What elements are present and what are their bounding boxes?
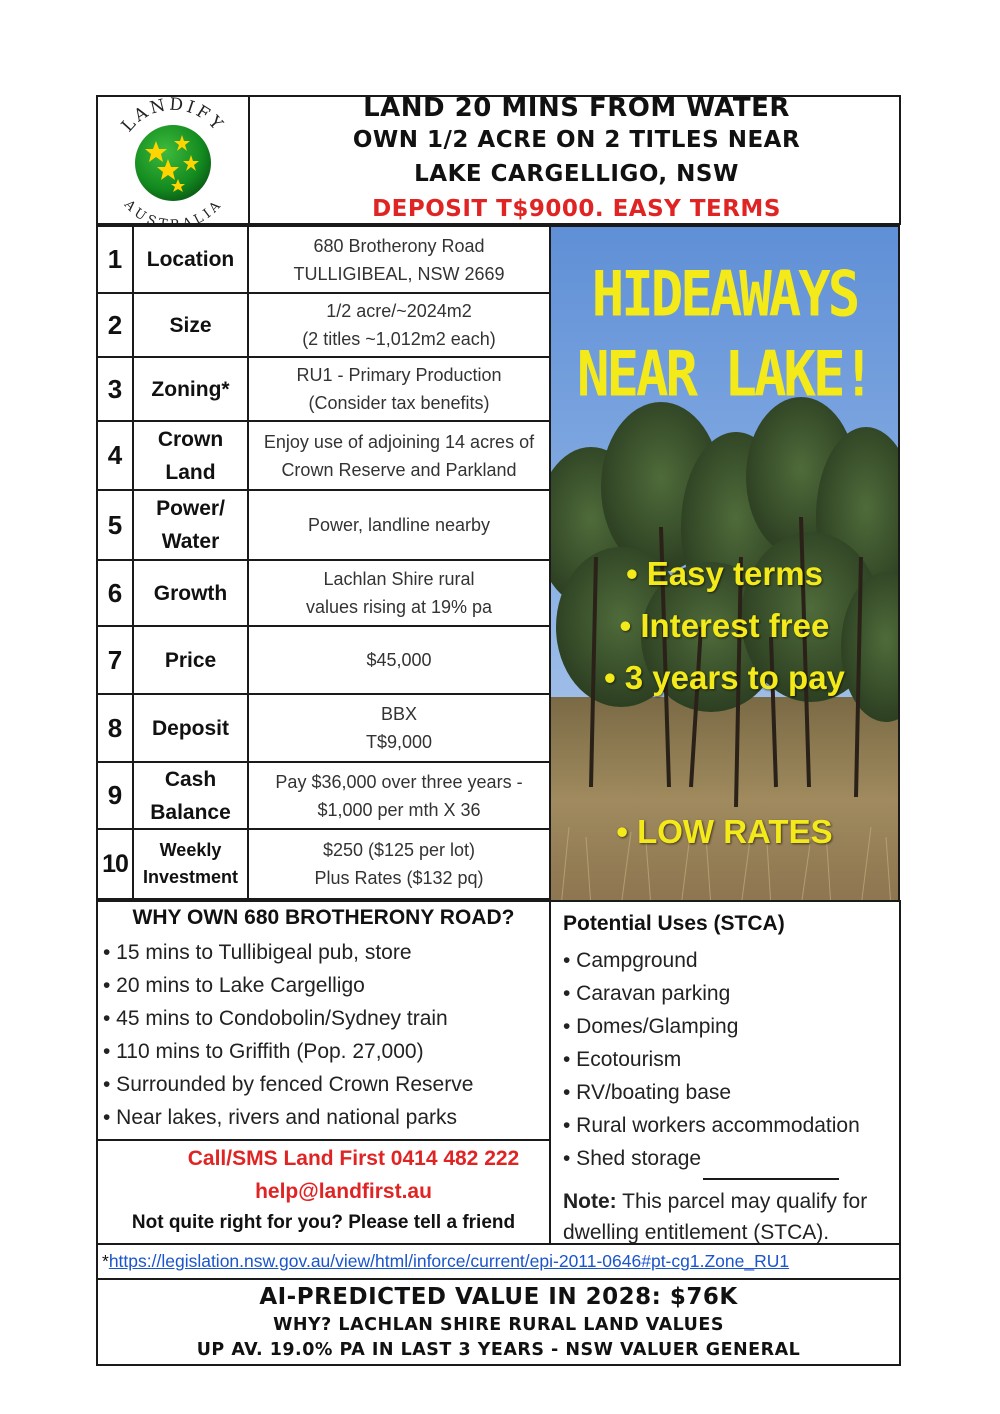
why-own-section: [96, 900, 551, 1141]
why-list-item: • Near lakes, rivers and national parks: [103, 1106, 458, 1129]
uses-list-item: • Rural workers accommodation: [563, 1114, 860, 1137]
row-label: Growth: [132, 559, 249, 627]
row-value: Pay $36,000 over three years - $1,000 per mth X 36: [247, 761, 551, 830]
row-label: Zoning*: [132, 356, 249, 422]
row-number: 10: [96, 828, 134, 900]
title-line-4: DEPOSIT T$9000. EASY TERMS: [372, 196, 781, 222]
uses-heading: Potential Uses (STCA): [563, 912, 785, 935]
why-list: [103, 936, 473, 1134]
note-label: Note:: [563, 1190, 617, 1213]
row-label: Size: [132, 292, 249, 358]
info-row-3: [96, 356, 551, 422]
ai-prediction-section: [96, 1278, 901, 1366]
row-number: 8: [96, 693, 134, 763]
contact-phone[interactable]: Call/SMS Land First 0414 482 222: [187, 1147, 520, 1170]
info-row-7: [96, 625, 551, 695]
row-value: $45,000: [247, 625, 551, 695]
why-list-item: • Surrounded by fenced Crown Reserve: [103, 1073, 474, 1096]
uses-list-item: • RV/boating base: [563, 1081, 732, 1104]
info-row-10: [96, 828, 551, 900]
contact-tagline: Not quite right for you? Please tell a friend: [131, 1212, 516, 1233]
bullet-3-years: • 3 years to pay: [604, 659, 845, 696]
row-value: 1/2 acre/~2024m2 (2 titles ~1,012m2 each): [247, 292, 551, 358]
why-list-item: • 110 mins to Griffith (Pop. 27,000): [103, 1040, 424, 1063]
row-number: 3: [96, 356, 134, 422]
row-label: Deposit: [132, 693, 249, 763]
bullet-easy-terms: • Easy terms: [626, 555, 823, 592]
why-heading: WHY OWN 680 BROTHERONY ROAD?: [132, 906, 515, 929]
bullet-interest-free: • Interest free: [619, 607, 830, 644]
title-cell: [248, 95, 901, 225]
row-value: Power, landline nearby: [247, 489, 551, 561]
note-body: This parcel may qualify for dwelling entitlement (STCA).: [563, 1190, 868, 1244]
potential-uses-section: [549, 900, 901, 1245]
info-row-8: [96, 693, 551, 763]
row-label: Location: [132, 225, 249, 294]
footnote-section: [96, 1243, 901, 1280]
valuer-general-line: UP AV. 19.0% PA IN LAST 3 YEARS - NSW VALUER GENERAL: [196, 1340, 801, 1360]
why-list-item: • 20 mins to Lake Cargelligo: [103, 974, 365, 997]
uses-list-item: • Ecotourism: [563, 1048, 682, 1071]
row-value: $250 ($125 per lot) Plus Rates ($132 pq): [247, 828, 551, 900]
row-label: Crown Land: [132, 420, 249, 491]
info-row-2: [96, 292, 551, 358]
info-row-9: [96, 761, 551, 830]
row-number: 1: [96, 225, 134, 294]
logo-cell: [96, 95, 250, 225]
info-row-5: [96, 489, 551, 561]
info-row-1: [96, 225, 551, 294]
bullet-low-rates: • LOW RATES: [616, 813, 833, 850]
uses-list-item: • Shed storage: [563, 1147, 702, 1170]
globe-icon: [135, 125, 211, 201]
divider: [703, 1178, 839, 1180]
contact-section: [96, 1139, 551, 1245]
uses-list-item: • Campground: [563, 949, 698, 972]
title-line-1: LAND 20 MINS FROM WATER: [363, 93, 790, 123]
row-label: Weekly Investment: [132, 828, 249, 900]
row-number: 2: [96, 292, 134, 358]
row-number: 7: [96, 625, 134, 695]
headline-hideaways: HIDEAWAYS: [591, 258, 858, 331]
row-value: 680 Brotherony Road TULLIGIBEAL, NSW 2669: [247, 225, 551, 294]
why-values-line: WHY? LACHLAN SHIRE RURAL LAND VALUES: [273, 1315, 724, 1335]
row-value: Enjoy use of adjoining 14 acres of Crown Reserve and Parkland: [247, 420, 551, 491]
headline-near-lake: NEAR LAKE!: [576, 338, 873, 411]
title-line-3: LAKE CARGELLIGO, NSW: [414, 161, 739, 187]
row-label: Power/ Water: [132, 489, 249, 561]
footnote-asterisk: *: [102, 1251, 109, 1271]
info-row-4: [96, 420, 551, 491]
ai-predicted-value: AI-PREDICTED VALUE IN 2028: $76K: [259, 1284, 738, 1310]
row-label: Cash Balance: [132, 761, 249, 830]
title-line-2: OWN 1/2 ACRE ON 2 TITLES NEAR: [352, 127, 801, 153]
row-value: Lachlan Shire rural values rising at 19% pa: [247, 559, 551, 627]
info-row-6: [96, 559, 551, 627]
why-list-item: • 45 mins to Condobolin/Sydney train: [103, 1007, 448, 1030]
logo-text-bottom: AUS LIA: [120, 197, 226, 223]
logo-text-top: LANDIFY: [117, 97, 229, 137]
uses-list: [563, 944, 860, 1175]
legislation-link[interactable]: https://legislation.nsw.gov.au/view/html/inforce/current/epi-2011-0646#pt-cg1.Zone_RU1: [108, 1251, 790, 1271]
contact-email[interactable]: help@landfirst.au: [255, 1180, 432, 1203]
why-list-item: • 15 mins to Tullibigeal pub, store: [103, 941, 412, 964]
row-value: BBX T$9,000: [247, 693, 551, 763]
landify-logo: [98, 97, 248, 223]
note-text: [563, 1186, 893, 1248]
row-number: 5: [96, 489, 134, 561]
uses-list-item: • Domes/Glamping: [563, 1015, 739, 1038]
row-number: 9: [96, 761, 134, 830]
row-number: 4: [96, 420, 134, 491]
row-label: Price: [132, 625, 249, 695]
row-value: RU1 - Primary Production (Consider tax benefits): [247, 356, 551, 422]
row-number: 6: [96, 559, 134, 627]
property-photo: [551, 225, 900, 901]
uses-list-item: • Caravan parking: [563, 982, 731, 1005]
